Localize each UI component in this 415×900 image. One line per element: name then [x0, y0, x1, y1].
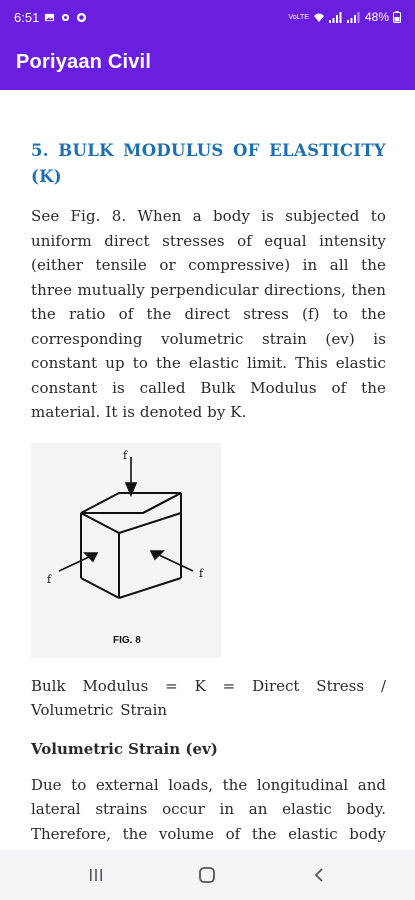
app-bar	[0, 34, 415, 90]
whatsapp-icon	[76, 12, 87, 23]
force-label-top: f	[123, 448, 128, 462]
recents-button[interactable]	[76, 855, 116, 895]
figure-8	[31, 443, 221, 658]
figure-background	[31, 443, 221, 658]
status-time: 6:51	[14, 9, 40, 25]
volumetric-strain-paragraph: Due to external loads, the longitudinal and lateral strains occur in an elastic body. Therefore, the volume of the elastic body	[31, 775, 386, 843]
gallery-icon	[44, 12, 55, 23]
navigation-bar	[0, 850, 415, 900]
status-bar	[0, 0, 415, 34]
recents-icon	[88, 868, 104, 882]
battery-icon	[393, 11, 401, 23]
force-label-right: f	[199, 566, 204, 580]
bulk-modulus-diagram	[31, 443, 221, 658]
bulk-modulus-formula: Bulk Modulus = K = Direct Stress / Volumetric Strain	[31, 676, 386, 719]
force-label-left: f	[47, 572, 52, 586]
signal-icon	[329, 12, 343, 23]
volumetric-strain-heading: Volumetric Strain (ev)	[31, 739, 218, 758]
article-paragraph: See Fig. 8. When a body is subjected to uniform direct stresses of equal intensity (either tensile or compressive) in all the three mutually perpendicular directions, then the ratio of the direct stress (f) to the corresponding volumetric strain (ev) is constant up to the elastic limit. This elastic constant is called Bulk Modulus of the material. It is denoted by K.	[31, 207, 386, 421]
status-right	[288, 10, 401, 24]
status-left	[14, 10, 87, 25]
settings-icon	[60, 12, 71, 23]
wifi-icon	[313, 12, 325, 23]
network-label: VoLTE	[288, 13, 309, 21]
section-heading: 5. BULK MODULUS OF ELASTICITY (K)	[31, 141, 386, 186]
home-button[interactable]	[187, 855, 227, 895]
app-title: Poriyaan Civil	[16, 50, 152, 73]
article-content[interactable]	[31, 90, 386, 850]
back-icon	[313, 867, 325, 883]
back-button[interactable]	[299, 855, 339, 895]
home-icon	[198, 866, 216, 884]
figure-caption: FIG. 8	[113, 634, 141, 646]
signal-icon-2	[347, 12, 361, 23]
battery-percent: 48%	[364, 10, 389, 24]
